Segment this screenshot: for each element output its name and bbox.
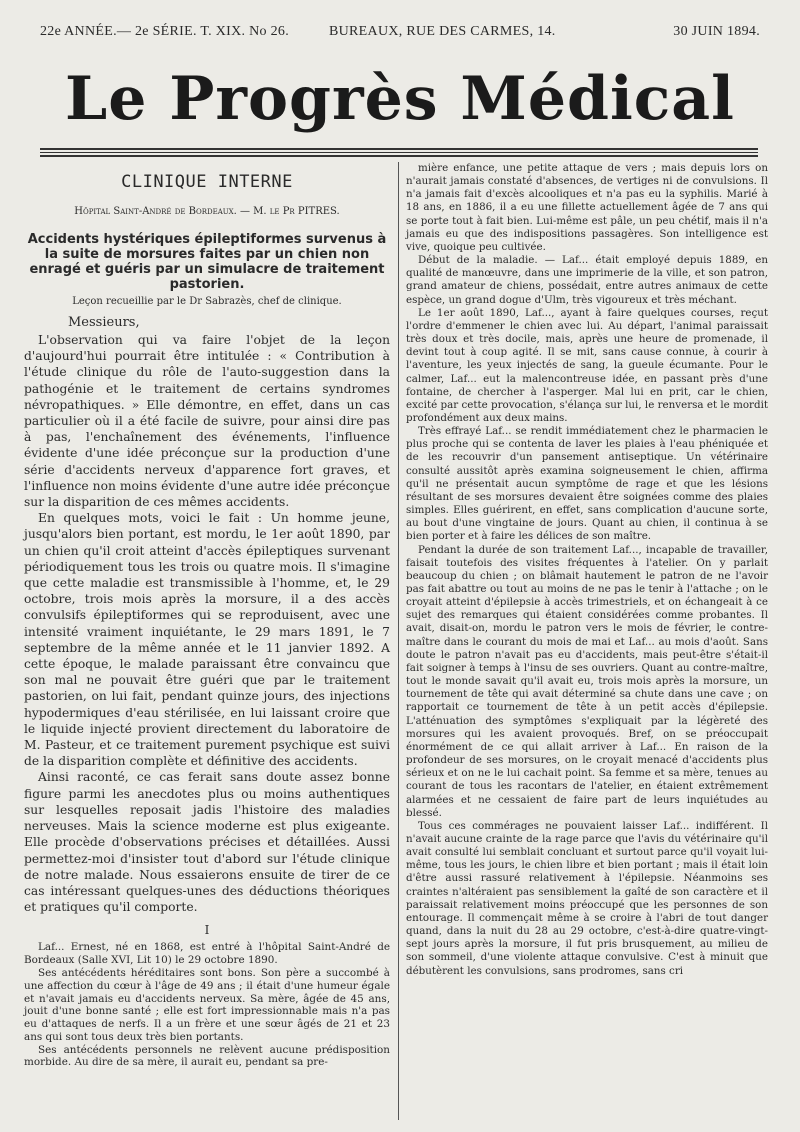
issue-info: 22e ANNÉE.— 2e SÉRIE. T. XIX. No 26.: [40, 24, 290, 39]
case-paragraph: Le 1er août 1890, Laf..., ayant à faire quelques courses, reçut l'ordre d'emmener le chien avec lui. Au départ, l'animal paraissait très doux et très docile, mais, après une heure de promenade, il devint tout à coup agité. Il se mit, sans cause connue, à courir à l'aventure, les yeux injectés de sang, la gueule écumante. Pour le calmer, Laf... eut la malencontreuse idée, en passant près d'une fontaine, de chercher à l'asperger. Mal lui en prit, car le chien, excité par cette provocation, s'élança sur lui, le renversa et le mordit profondément aux deux mains.: [406, 306, 768, 424]
right-column: [406, 162, 768, 978]
office-address: BUREAUX, RUE DES CARMES, 14.: [329, 24, 556, 39]
body-paragraph: L'observation qui va faire l'objet de la leçon d'aujourd'hui pourrait être intitulée : « Contribution à l'étude clinique du rôle de l'auto-suggestion dans la pathogénie et le traitement de certains syndromes névropathiques. » Elle démontre, en effet, dans un cas particulier où il a été facile de suivre, pour ainsi dire pas à pas, l'enchaînement des événements, l'influence évidente d'une idée préconçue sur la production d'une série d'accidents nerveux d'apparence fort graves, et l'influence non moins évidente d'une autre idée préconçue sur la disparition de ces mêmes accidents.: [24, 333, 390, 510]
case-paragraph: Très effrayé Laf... se rendit immédiatement chez le pharmacien le plus proche qui se contenta de laver les plaies à l'eau phéniquée et de les recouvrir d'un pansement antiseptique. Un vétérinaire consulté aussitôt après examina soigneusement le chien, affirma qu'il ne présentait aucun symptôme de rage et que les lésions résultant de ses morsures devaient être soignées comme des plaies simples. Elles guérirent, en effet, sans complication d'aucune sorte, au bout d'une vingtaine de jours. Quant au chien, il continua à se bien porter et à faire les délices de son maître.: [406, 425, 768, 543]
case-paragraph: Pendant la durée de son traitement Laf..., incapable de travailler, faisait toutefois des visites fréquentes à l'atelier. On y parlait beaucoup du chien ; on blâmait hautement le patron de ne l'avoir pas fait abattre ou tout au moins de ne pas le tenir à l'attache ; on le croyait atteint d'épilepsie à accès trimestriels, et on échangeait à ce sujet des remarques qui étaient considérées comme probantes. Il avait, disait-on, mordu le patron vers le mois de février, le contre-maître dans le courant du mois de mai et Laf... au mois d'août. Sans doute le patron n'avait pas eu d'accidents, mais peut-être s'était-il fait soigner à temps à l'insu de ses ouvriers. Quant au contre-maître, tout le monde savait qu'il avait eu, trois mois après la morsure, un tournement de tête qui avait déterminé sa chute dans une cave ; on rapportait ce tournement de tête à un petit accès d'épilepsie. L'atténuation des symptômes s'expliquait par la légèreté des morsures qui les avaient provoqués. Bref, on se préoccupait énormément de ce qui allait arriver à Laf... En raison de la profondeur de ses morsures, on le croyait menacé d'accidents plus sérieux et on ne le lui cachait point. Sa femme et sa mère, tenues au courant de tous les racontars de l'atelier, en étaient extrêmement alarmées et ne cessaient de faire part de leurs inquiétudes au blessé.: [406, 543, 768, 819]
case-paragraph: Ses antécédents héréditaires sont bons. Son père a succombé à une affection du cœur à l'âge de 49 ans ; il était d'une humeur égale et n'avait jamais eu d'accidents nerveux. Sa mère, âgée de 45 ans, jouit d'une bonne santé ; elle est fort impressionnable mais n'a pas eu d'attaques de nerfs. Il a un frère et une sœur âgés de 21 et 23 ans qui sont tous deux très bien portants.: [24, 966, 390, 1043]
masthead-rule: [40, 152, 758, 153]
column-divider: [398, 162, 399, 1120]
masthead-rule: [40, 155, 758, 157]
case-paragraph: Laf... Ernest, né en 1868, est entré à l'hôpital Saint-André de Bordeaux (Salle XVI, Lit 10) le 29 octobre 1890.: [24, 941, 390, 967]
section-title: CLINIQUE INTERNE: [121, 172, 293, 192]
left-column: [24, 162, 390, 1069]
lecture-credit: Leçon recueillie par le Dr Sabrazès, chef de clinique.: [72, 296, 342, 307]
journal-header: [40, 24, 760, 46]
salutation: Messieurs,: [68, 315, 140, 330]
masthead-rule: [40, 148, 758, 150]
journal-masthead: Le Progrès Médical: [65, 64, 735, 134]
article-title: Accidents hystériques épileptiformes survenus à la suite de morsures faites par un chien non enragé et guéris par un simulacre de traitement pastorien.: [27, 232, 387, 292]
case-paragraph: Tous ces commérages ne pouvaient laisser Laf... indifférent. Il n'avait aucune crainte de la rage parce que l'avis du vétérinaire qu'il avait consulté lui semblait concluant et surtout parce qu'il voyait lui-même, tous les jours, le chien libre et bien portant ; mais il était loin d'être aussi rassuré relativement à l'épilepsie. Néanmoins ses craintes n'altéraient pas sensiblement la gaîté de son caractère et il paraissait relativement moins préoccupé que les personnes de son entourage. Il commençait même à se croire à l'abri de tout danger quand, dans la nuit du 28 au 29 octobre, c'est-à-dire quatre-vingt-sept jours après la morsure, il fut pris brusquement, au milieu de son sommeil, d'une violente attaque convulsive. C'est à minuit que débutèrent les convulsions, sans prodromes, sans cri: [406, 819, 768, 977]
issue-date: 30 JUIN 1894.: [673, 24, 760, 39]
case-paragraph: Début de la maladie. — Laf... était employé depuis 1889, en qualité de manœuvre, dans une imprimerie de la ville, et son patron, grand amateur de chiens, possédait, entre autres animaux de cette espèce, un grand dogue d'Ulm, très vigoureux et très méchant.: [406, 254, 768, 306]
case-paragraph: mière enfance, une petite attaque de vers ; mais depuis lors on n'aurait jamais constaté d'absences, de vertiges ni de convulsions. Il n'a jamais fait d'excès alcooliques et n'a pas eu la syphilis. Marié à 18 ans, en 1886, il a eu une fillette actuellement âgée de 7 ans qui se porte tout à fait bien. Lui-même est pâle, un peu chétif, mais il n'a jamais eu que des indispositions passagères. Son intelligence est vive, quoique peu cultivée.: [406, 162, 768, 253]
hospital-line: Hôpital Saint-André de Bordeaux. — M. le Pr PITRES.: [74, 206, 340, 217]
section-number: I: [204, 923, 210, 938]
case-paragraph: Ses antécédents personnels ne relèvent aucune prédisposition morbide. Au dire de sa mère, il aurait eu, pendant sa pre-: [24, 1043, 390, 1069]
body-paragraph: Ainsi raconté, ce cas ferait sans doute assez bonne figure parmi les anecdotes plus ou moins authentiques sur lesquelles reposait jadis l'histoire des maladies nerveuses. Mais la science moderne est plus exigeante. Elle procède d'observations précises et détaillées. Aussi permettez-moi d'insister tout d'abord sur l'étude clinique de notre malade. Nous essaierons ensuite de tirer de ce cas intéressant quelques-unes des déductions théoriques et pratiques qu'il comporte.: [24, 770, 390, 915]
body-paragraph: En quelques mots, voici le fait : Un homme jeune, jusqu'alors bien portant, est mordu, le 1er août 1890, par un chien qu'il croit atteint d'accès épileptiques survenant périodiquement tous les trois ou quatre mois. Il s'imagine que cette maladie est transmissible à l'homme, et, le 29 octobre, trois mois après la morsure, il a des accès convulsifs épileptiformes qui se reproduisent, avec une intensité vraiment inquiétante, le 29 mars 1891, le 7 septembre de la même année et le 11 janvier 1892. A cette époque, le malade paraissant être convaincu que son mal ne pouvait être guéri que par le traitement pastorien, on lui fait, pendant quinze jours, des injections hypodermiques d'eau stérilisée, en lui laissant croire que le liquide injecté provient directement du laboratoire de M. Pasteur, et ce traitement purement psychique est suivi de la disparition complète et définitive des accidents.: [24, 511, 390, 769]
